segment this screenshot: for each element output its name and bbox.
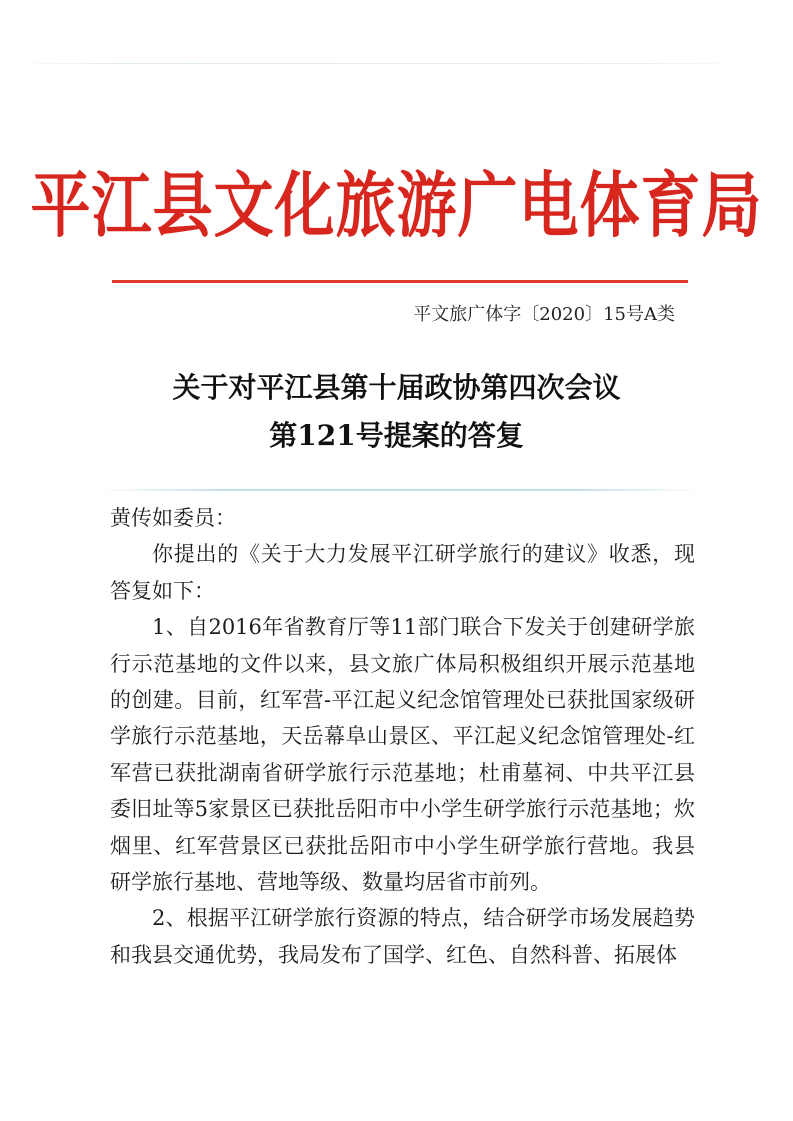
document-title-line-1: 关于对平江县第十届政协第四次会议 (172, 371, 621, 404)
scan-artifact-line (10, 63, 750, 64)
body-paragraph: 你提出的《关于大力发展平江研学旅行的建议》收悉，现答复如下： (110, 542, 695, 603)
letter-body (110, 500, 695, 973)
red-header-rule (112, 280, 688, 283)
salutation: 黄传如委员： (110, 506, 236, 530)
document-title-line-2: 第121号提案的答复 (269, 419, 524, 452)
body-paragraph: 2、根据平江研学旅行资源的特点，结合研学市场发展趋势和我县交通优势，我局发布了国学、红色、自然科普、拓展体 (110, 906, 695, 967)
body-paragraph: 1、自2016年省教育厅等11部门联合下发关于创建研学旅行示范基地的文件以来，县文旅广体局积极组织开展示范基地的创建。目前，红军营-平江起义纪念馆管理处已获批国家级研学旅行示范基地，天岳幕阜山景区、平江起义纪念馆管理处-红军营已获批湖南省研学旅行示范基地；杜甫墓祠、中共平江县委旧址等5家景区已获批岳阳市中小学生研学旅行示范基地；炊烟里、红军营景区已获批岳阳市中小学生研学旅行营地。我县研学旅行基地、营地等级、数量均居省市前列。 (110, 615, 695, 895)
document-number: 平文旅广体字〔2020〕15号A类 (413, 304, 675, 325)
issuing-agency-title: 平江县文化旅游广电体育局 (30, 165, 763, 248)
scan-artifact-line (100, 489, 700, 491)
